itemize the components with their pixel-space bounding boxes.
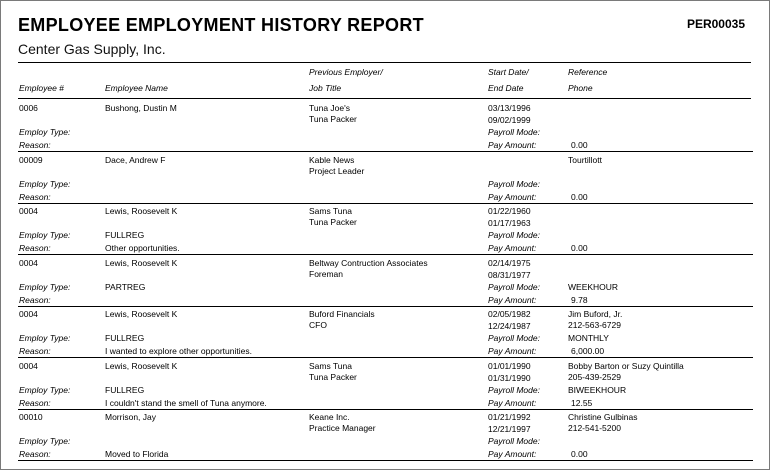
job-title: CFO	[309, 320, 327, 330]
reason-value: Other opportunities.	[105, 243, 180, 253]
pay-amount-value: 0.00	[571, 191, 588, 202]
report-title: EMPLOYEE EMPLOYMENT HISTORY REPORT	[18, 15, 424, 35]
reason-value: I couldn't stand the smell of Tuna anymore.	[105, 397, 267, 408]
employee-name: Morrison, Jay	[105, 412, 157, 422]
employment-record	[1, 358, 770, 410]
employee-name: Lewis, Roosevelt K	[105, 309, 178, 319]
employee-name: Lewis, Roosevelt K	[105, 360, 178, 371]
employee-number: 0004	[19, 206, 38, 216]
reference-phone: 212-563-6729	[568, 320, 621, 330]
end-date: 01/17/1963	[488, 218, 531, 228]
employ-type-label: Employ Type:	[19, 436, 71, 446]
employment-record	[1, 409, 770, 461]
payroll-mode-label: Payroll Mode:	[488, 281, 540, 292]
col-header-phone: Phone	[568, 83, 593, 93]
start-date: 01/21/1992	[488, 412, 531, 422]
employee-number: 00010	[19, 412, 43, 422]
payroll-mode-label: Payroll Mode:	[488, 230, 540, 240]
employ-type-value: FULLREG	[105, 384, 145, 395]
employ-type-label: Employ Type:	[19, 178, 71, 189]
pay-amount-value: 12.55	[571, 397, 593, 408]
employ-type-value: FULLREG	[105, 230, 145, 240]
start-date: 02/05/1982	[488, 309, 531, 319]
pay-amount-label: Pay Amount:	[488, 397, 537, 408]
payroll-mode-value: MONTHLY	[568, 333, 609, 343]
employee-number: 00009	[19, 154, 43, 165]
employee-name: Bushong, Dustin M	[105, 103, 177, 113]
payroll-mode-value: WEEKHOUR	[568, 281, 619, 292]
col-header-prev-employer: Previous Employer/	[309, 67, 383, 77]
payroll-mode-label: Payroll Mode:	[488, 333, 540, 343]
reason-label: Reason:	[19, 191, 51, 202]
pay-amount-value: 9.78	[571, 294, 588, 305]
employ-type-label: Employ Type:	[19, 281, 71, 292]
employ-type-label: Employ Type:	[19, 127, 71, 137]
job-title: Tuna Packer	[309, 217, 357, 227]
payroll-mode-value: BIWEEKHOUR	[568, 384, 627, 395]
employment-record	[1, 255, 770, 307]
col-header-reference: Reference	[568, 67, 608, 77]
employee-number: 0004	[19, 309, 38, 319]
previous-employer: Keane Inc.	[309, 412, 350, 422]
end-date: 09/02/1999	[488, 115, 531, 125]
col-header-end-date: End Date	[488, 83, 524, 93]
company-name: Center Gas Supply, Inc.	[18, 41, 166, 57]
employee-name: Dace, Andrew F	[105, 154, 166, 165]
employment-record	[1, 100, 770, 152]
reason-value: I wanted to explore other opportunities.	[105, 346, 252, 356]
reference-name: Bobby Barton or Suzy Quintilla	[568, 360, 684, 371]
col-header-employee-name: Employee Name	[105, 83, 168, 93]
employee-name: Lewis, Roosevelt K	[105, 206, 178, 216]
report-id: PER00035	[686, 17, 745, 31]
previous-employer: Kable News	[309, 154, 355, 165]
col-header-start-date: Start Date/	[488, 67, 529, 77]
employee-number: 0006	[19, 103, 38, 113]
employ-type-value: PARTREG	[105, 281, 146, 292]
pay-amount-label: Pay Amount:	[488, 191, 537, 202]
records-list	[1, 1, 770, 471]
reference-phone: 212-541-5200	[568, 423, 621, 433]
employ-type-value: FULLREG	[105, 333, 145, 343]
reference-phone: 205-439-2529	[568, 371, 621, 382]
end-date: 12/21/1997	[488, 424, 531, 434]
employee-name: Lewis, Roosevelt K	[105, 257, 178, 268]
reason-label: Reason:	[19, 243, 51, 253]
employee-number: 0004	[19, 360, 38, 371]
pay-amount-label: Pay Amount:	[488, 140, 537, 150]
reason-label: Reason:	[19, 294, 51, 305]
employee-number: 0004	[19, 257, 38, 268]
job-title: Foreman	[309, 268, 344, 279]
job-title: Tuna Packer	[309, 371, 357, 382]
reason-label: Reason:	[19, 397, 51, 408]
job-title: Practice Manager	[309, 423, 376, 433]
previous-employer: Sams Tuna	[309, 206, 352, 216]
pay-amount-value: 0.00	[571, 140, 588, 150]
reason-label: Reason:	[19, 346, 51, 356]
reason-value: Moved to Florida	[105, 449, 169, 459]
employ-type-label: Employ Type:	[19, 384, 71, 395]
reason-label: Reason:	[19, 140, 51, 150]
job-title: Project Leader	[309, 165, 365, 176]
end-date: 12/24/1987	[488, 321, 531, 331]
col-header-job-title: Job Title	[309, 83, 342, 93]
previous-employer: Beltway Contruction Associates	[309, 257, 428, 268]
record-separator	[18, 460, 753, 461]
col-header-employee-no: Employee #	[19, 83, 64, 93]
pay-amount-value: 0.00	[571, 243, 588, 253]
payroll-mode-label: Payroll Mode:	[488, 436, 540, 446]
reason-label: Reason:	[19, 449, 51, 459]
reference-name: Tourtillott	[568, 154, 603, 165]
previous-employer: Buford Financials	[309, 309, 375, 319]
previous-employer: Sams Tuna	[309, 360, 352, 371]
pay-amount-label: Pay Amount:	[488, 346, 537, 356]
start-date: 03/13/1996	[488, 103, 531, 113]
pay-amount-label: Pay Amount:	[488, 294, 537, 305]
pay-amount-label: Pay Amount:	[488, 243, 537, 253]
employ-type-label: Employ Type:	[19, 230, 71, 240]
reference-name: Jim Buford, Jr.	[568, 309, 623, 319]
start-date: 01/01/1990	[488, 360, 531, 371]
payroll-mode-label: Payroll Mode:	[488, 127, 540, 137]
pay-amount-label: Pay Amount:	[488, 449, 537, 459]
payroll-mode-label: Payroll Mode:	[488, 178, 540, 189]
job-title: Tuna Packer	[309, 114, 357, 124]
reference-name: Christine Gulbinas	[568, 412, 638, 422]
payroll-mode-label: Payroll Mode:	[488, 384, 540, 395]
pay-amount-value: 0.00	[571, 449, 588, 459]
start-date: 02/14/1975	[488, 257, 531, 268]
employment-record	[1, 203, 770, 255]
employ-type-label: Employ Type:	[19, 333, 71, 343]
employment-record	[1, 306, 770, 358]
pay-amount-value: 6,000.00	[571, 346, 605, 356]
employment-record	[1, 152, 770, 204]
previous-employer: Tuna Joe's	[309, 103, 350, 113]
start-date: 01/22/1960	[488, 206, 531, 216]
end-date: 01/31/1990	[488, 372, 531, 383]
end-date: 08/31/1977	[488, 269, 531, 280]
